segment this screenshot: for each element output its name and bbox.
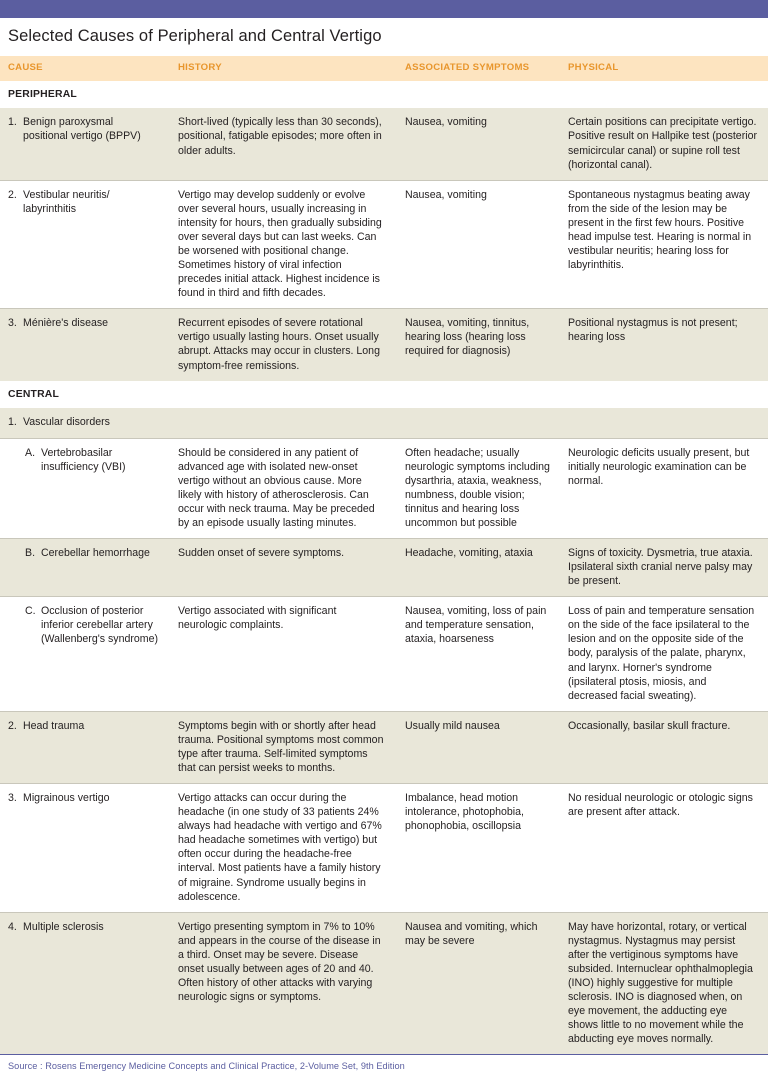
cause-marker: 2. [8,188,17,201]
cell-cause [0,711,170,783]
table-row [0,108,768,180]
cell-history: Vertigo associated with significant neurologic complaints. [170,597,397,712]
cause-item [8,546,160,560]
cause-label: Migrainous vertigo [23,792,110,805]
cell-physical: Certain positions can precipitate vertigo. Positive result on Hallpike test (posterior semicircular canal) or supine roll test (horizontal canal). [560,108,768,180]
cell-cause [0,784,170,913]
cell-history: Vertigo attacks can occur during the headache (in one study of 33 patients 24% always had headache with vertigo and 67% had headache sometimes with vertigo) but often occur during the headache-free interval. Most patients have a family history of migraine. Syndrome usually begins in adolescence. [170,784,397,913]
cell-physical [560,408,768,438]
cell-cause [0,309,170,381]
cell-cause [0,408,170,438]
table-header-row [0,56,768,81]
cell-symptoms: Nausea, vomiting [397,180,560,309]
table-section-row [0,81,768,108]
cell-history: Sudden onset of severe symptoms. [170,539,397,597]
cause-marker: 3. [8,792,17,805]
cell-cause [0,912,170,1054]
column-header-cause: CAUSE [0,56,170,81]
cause-label: Vestibular neuritis/ labyrinthitis [23,188,110,215]
cell-physical: No residual neurologic or otologic signs are present after attack. [560,784,768,913]
column-header-physical: PHYSICAL [560,56,768,81]
cell-cause [0,108,170,180]
vertigo-causes-table [0,56,768,1055]
cell-cause [0,539,170,597]
cause-item [8,791,160,805]
table-row [0,438,768,538]
cause-item [8,188,160,216]
page-title: Selected Causes of Peripheral and Central Vertigo [8,27,382,45]
cause-marker: B. [25,547,36,559]
cause-marker: 4. [8,920,17,933]
cause-item [8,316,160,330]
cell-history [170,408,397,438]
cell-symptoms: Nausea, vomiting, tinnitus, hearing loss (hearing loss required for diagnosis) [397,309,560,381]
table-row [0,309,768,381]
cause-label: Multiple sclerosis [23,920,104,933]
table-header [0,56,768,81]
table-row [0,180,768,309]
cell-symptoms: Nausea, vomiting [397,108,560,180]
cell-cause [0,438,170,538]
table-row [0,912,768,1054]
cause-label: Occlusion of posterior inferior cerebellar artery (Wallenberg's syndrome) [41,605,159,646]
cause-label: Vertebrobasilar insufficiency (VBI) [41,446,126,473]
cause-marker: A. [25,446,36,459]
cause-item [8,446,160,474]
cause-label: Benign paroxysmal positional vertigo (BPPV) [23,116,141,143]
cause-marker: 1. [8,116,17,129]
cell-physical: Neurologic deficits usually present, but initially neurologic examination can be normal. [560,438,768,538]
cause-item [8,604,160,646]
cell-symptoms [397,408,560,438]
cause-item [8,920,160,934]
cell-symptoms: Nausea, vomiting, loss of pain and temperature sensation, ataxia, hoarseness [397,597,560,712]
cause-marker: 2. [8,719,17,732]
cell-physical: Spontaneous nystagmus beating away from the side of the lesion may be present in the first few hours. Positive head impulse test. Hearing is normal in vestibular neuritis; hearing loss for labyrinthitis. [560,180,768,309]
column-header-symptoms: ASSOCIATED SYMPTOMS [397,56,560,81]
cause-marker: 3. [8,317,17,330]
cell-cause [0,180,170,309]
table-section-row [0,381,768,408]
cause-label: Ménière's disease [23,317,109,330]
cell-symptoms: Usually mild nausea [397,711,560,783]
section-label: CENTRAL [0,381,768,408]
cause-marker: 1. [8,416,17,429]
cell-symptoms: Nausea and vomiting, which may be severe [397,912,560,1054]
section-label: PERIPHERAL [0,81,768,108]
cell-history: Vertigo may develop suddenly or evolve over several hours, usually increasing in intensity for hours, then gradually subsiding over several days but can last weeks. Can be worsened with positional change. Sometimes history of viral infection precedes initial attack. Highest incidence is found in third and fifth decades. [170,180,397,309]
table-row [0,539,768,597]
cell-physical: Positional nystagmus is not present; hearing loss [560,309,768,381]
table-row [0,784,768,913]
cell-symptoms: Imbalance, head motion intolerance, photophobia, phonophobia, oscillopsia [397,784,560,913]
cause-item [8,115,160,143]
cell-history: Short-lived (typically less than 30 seconds), positional, fatigable episodes; more often in older adults. [170,108,397,180]
cell-physical: Loss of pain and temperature sensation on the side of the face ipsilateral to the lesion and on the opposite side of the body, paralysis of the palate, pharynx, and larynx. Horner's syndrome (ipsilateral ptosis, miosis, and decreased facial sweating). [560,597,768,712]
cell-history: Vertigo presenting symptom in 7% to 10% and appears in the course of the disease in a third. Onset may be severe. Disease onset usually between ages of 20 and 40. Often history of other attacks with varying neurologic signs or symptoms. [170,912,397,1054]
cause-label: Cerebellar hemorrhage [41,547,150,559]
top-accent-bar [0,0,768,18]
cell-history: Symptoms begin with or shortly after head trauma. Positional symptoms most common type after trauma. Self-limited symptoms that can persist weeks to months. [170,711,397,783]
cell-history: Recurrent episodes of severe rotational vertigo usually lasting hours. Onset usually abrupt. Attacks may occur in clusters. Long symptom-free remissions. [170,309,397,381]
cause-item [8,719,160,733]
cell-physical: Signs of toxicity. Dysmetria, true ataxia. Ipsilateral sixth cranial nerve palsy may be present. [560,539,768,597]
column-header-history: HISTORY [170,56,397,81]
cause-marker: C. [25,605,36,618]
cell-physical: Occasionally, basilar skull fracture. [560,711,768,783]
cell-physical: May have horizontal, rotary, or vertical nystagmus. Nystagmus may persist after the vertiginous symptoms have subsided. Internuclear ophthalmoplegia (INO) highly suggestive for multiple sclerosis. INO is diagnosed when, on eye movement, the adducting eye shows little to no movement while the abducting eye moves normally. [560,912,768,1054]
cell-symptoms: Often headache; usually neurologic symptoms including dysarthria, ataxia, weakness, numbness, double vision; tinnitus and hearing loss uncommon but possible [397,438,560,538]
table-body [0,81,768,1055]
source-footer [0,1054,768,1079]
cell-symptoms: Headache, vomiting, ataxia [397,539,560,597]
table-row [0,597,768,712]
cell-cause [0,597,170,712]
cell-history: Should be considered in any patient of advanced age with isolated new-onset vertigo without an obvious cause. More likely with history of atherosclerosis. Can occur with neck trauma. May be preceded by an episode usually lasting minutes. [170,438,397,538]
source-citation: Source : Rosens Emergency Medicine Concepts and Clinical Practice, 2-Volume Set, 9th Edition [8,1061,405,1072]
cause-label: Vascular disorders [23,416,110,429]
table-row [0,408,768,438]
table-row [0,711,768,783]
cause-item [8,415,160,429]
cause-label: Head trauma [23,719,85,732]
